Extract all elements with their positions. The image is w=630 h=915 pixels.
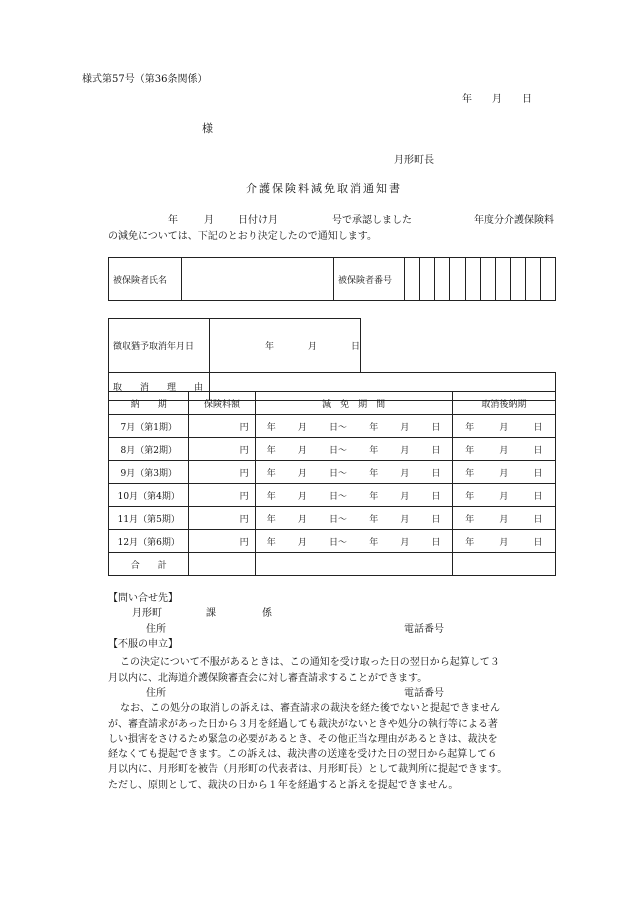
header-premium: 保険料額 — [189, 392, 255, 415]
cancel-reason-label: 取 消 理 由 — [109, 373, 210, 401]
row-period: 12月（第6期） — [109, 530, 189, 553]
insured-number-digit — [495, 258, 510, 301]
row-period: 9月（第3期） — [109, 461, 189, 484]
table-row — [109, 507, 556, 530]
total-after — [452, 553, 555, 576]
row-period: 10月（第4期） — [109, 484, 189, 507]
insured-number-digit — [465, 258, 480, 301]
total-exemption — [255, 553, 452, 576]
form-number: 様式第57号（第36条関係） — [82, 74, 208, 85]
row-exemption-dates: 年 月 日～ 年 月 日 — [255, 530, 452, 553]
cancel-date-label: 徴収猶予取消年月日 — [109, 319, 210, 373]
row-exemption-dates: 年 月 日～ 年 月 日 — [255, 415, 452, 438]
header-exemption-period: 減 免 期 間 — [255, 392, 452, 415]
header-after-cancel: 取消後納期 — [452, 392, 555, 415]
row-yen: 円 — [189, 507, 255, 530]
payment-schedule-table — [108, 391, 556, 576]
objection-para1-line1: この決定について不服があるときは、この通知を受け取った日の翌日から起算して３ — [120, 657, 500, 668]
date-line: 年 月 日 — [462, 94, 532, 105]
row-period: 11月（第5期） — [109, 507, 189, 530]
insured-number-digit — [525, 258, 540, 301]
insured-number-digit — [480, 258, 495, 301]
intro-fiscal: 年度分介護保険料 — [474, 215, 554, 226]
insured-info-table — [108, 257, 556, 301]
objection-para2-line5: 月以内に、月形町を被告（月形町の代表者は、月形町長）として裁判所に提起できます。 — [108, 764, 508, 775]
row-exemption-dates: 年 月 日～ 年 月 日 — [255, 438, 452, 461]
objection-heading: 【不服の申立】 — [108, 639, 178, 650]
objection-para2-line4: 経なくても提起できます。この訴えは、裁決書の送達を受けた日の翌日から起算して６ — [108, 749, 498, 760]
row-yen: 円 — [189, 530, 255, 553]
contact-heading: 【問い合せ先】 — [108, 593, 178, 604]
row-period: 8月（第2期） — [109, 438, 189, 461]
contact-address: 住所 — [146, 624, 166, 635]
row-after-dates: 年 月 日 — [452, 484, 555, 507]
row-after-dates: 年 月 日 — [452, 461, 555, 484]
row-after-dates: 年 月 日 — [452, 507, 555, 530]
issuer: 月形町長 — [394, 155, 434, 166]
row-yen: 円 — [189, 484, 255, 507]
objection-para2-line3: しい損害をさけるため緊急の必要があるとき、その他正当な理由があるときは、裁決を — [108, 734, 498, 745]
row-exemption-dates: 年 月 日～ 年 月 日 — [255, 507, 452, 530]
table-row — [109, 530, 556, 553]
objection-address: 住所 — [146, 688, 166, 699]
cancel-year: 年 — [264, 342, 274, 352]
insured-number-digit — [540, 258, 555, 301]
objection-phone: 電話番号 — [404, 688, 444, 699]
objection-para2-line1: なお、この処分の取消しの訴えは、審査請求の裁決を経た後でないと提起できません — [120, 703, 500, 714]
table-row — [109, 438, 556, 461]
row-period: 7月（第1期） — [109, 415, 189, 438]
contact-phone: 電話番号 — [404, 624, 444, 635]
row-yen: 円 — [189, 461, 255, 484]
table-row — [109, 484, 556, 507]
insured-name-label: 被保険者氏名 — [109, 258, 182, 301]
insured-number-digit — [420, 258, 435, 301]
insured-number-digit — [405, 258, 420, 301]
row-exemption-dates: 年 月 日～ 年 月 日 — [255, 461, 452, 484]
cancel-day: 日 — [350, 342, 360, 352]
document-title: 介護保険料減免取消通知書 — [246, 182, 402, 195]
insured-number-digit — [510, 258, 525, 301]
objection-para2-line6: ただし、原則として、裁決の日から１年を経過すると訴えを提起できません。 — [108, 780, 459, 791]
row-yen: 円 — [189, 438, 255, 461]
contact-staff: 係 — [262, 608, 272, 619]
contact-town: 月形町 — [132, 608, 162, 619]
objection-para2-line2: が、審査請求があった日から３月を経過しても裁決がないときや処分の執行等による著 — [108, 719, 498, 730]
intro-day: 日付け月 — [238, 215, 278, 226]
intro-number: 号で承認しました — [332, 215, 412, 226]
table-row — [109, 461, 556, 484]
insured-number-digit — [450, 258, 465, 301]
cancel-date-field — [210, 319, 361, 373]
table-row — [109, 415, 556, 438]
table-row-total — [109, 553, 556, 576]
total-premium — [189, 553, 255, 576]
cancel-info-table — [108, 318, 556, 401]
objection-para1-line2: 月以内に、北海道介護保険審査会に対し審査請求することができます。 — [108, 673, 428, 684]
row-exemption-dates: 年 月 日～ 年 月 日 — [255, 484, 452, 507]
row-yen: 円 — [189, 415, 255, 438]
header-period: 納 期 — [109, 392, 189, 415]
row-after-dates: 年 月 日 — [452, 438, 555, 461]
row-after-dates: 年 月 日 — [452, 415, 555, 438]
intro-line2: の減免については、下記のとおり決定したので通知します。 — [108, 231, 377, 242]
total-label: 合 計 — [109, 553, 189, 576]
intro-year: 年 — [168, 215, 178, 226]
insured-name-field — [182, 258, 334, 301]
insured-number-label: 被保険者番号 — [333, 258, 404, 301]
cancel-month: 月 — [307, 342, 317, 352]
insured-number-digit — [435, 258, 450, 301]
intro-month: 月 — [204, 215, 214, 226]
contact-section: 課 — [206, 608, 216, 619]
addressee-suffix: 様 — [202, 122, 213, 135]
row-after-dates: 年 月 日 — [452, 530, 555, 553]
